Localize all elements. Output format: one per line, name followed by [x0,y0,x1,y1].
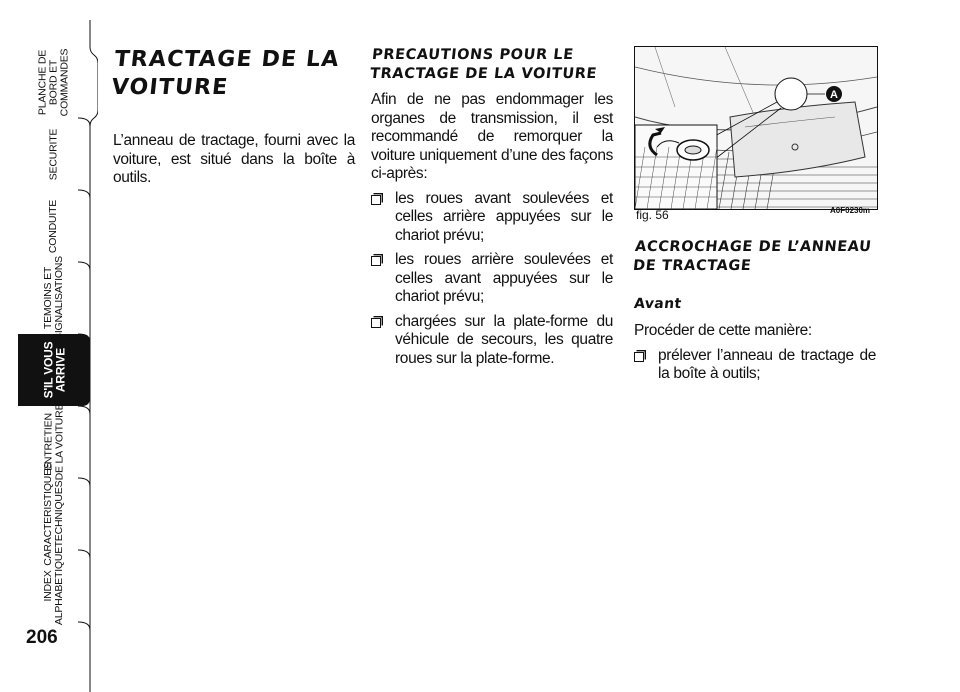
section-title-line2: VOITURE [110,75,230,100]
list-item [371,313,613,369]
column-hook-attachment [634,238,876,390]
tab-label: S'IL VOUS ARRIVE [40,341,67,399]
list-item-text: prélever l’anneau de tractage de la boîte à outils; [658,346,876,382]
figure-caption: fig. 56 [636,208,669,222]
attachment-heading [632,238,878,276]
column-towing-intro [110,46,355,194]
tab-temoins[interactable] [18,256,90,340]
tab-label: CONDUITE [47,199,60,253]
precautions-list [371,190,613,369]
tab-label: PLANCHE DE BORD ET COMMANDES [36,48,71,116]
precautions-heading [369,46,615,84]
tab-label: TEMOINS ET SIGNALISATIONS [42,256,66,340]
section-title [110,46,358,102]
precautions-intro: Afin de ne pas endommager les organes de transmission, il est recommandé de remorquer la voiture uniquement d’une des façons ci-après: [371,91,613,182]
tab-label: CARACTERISTIQUES TECHNIQUES [42,462,66,566]
list-item [634,347,876,384]
tab-securite[interactable] [18,118,90,190]
checkbox-bullet-icon [371,316,383,328]
attachment-list [634,347,876,384]
tab-label: SECURITE [47,128,60,180]
tab-conduite[interactable] [18,190,90,262]
checkbox-bullet-icon [634,350,646,362]
list-item-text: chargées sur la plate-forme du véhicule de secours, les quatre roues sur la plate-forme. [395,312,613,367]
checkbox-bullet-icon [371,254,383,266]
list-item [371,251,613,307]
callout-label: A [830,89,838,101]
tab-sil-vous-arrive[interactable] [18,334,90,406]
front-subheading: Avant [633,296,683,312]
tab-caracteristiques[interactable] [18,462,90,566]
bumper-illustration [635,47,877,209]
section-tab-bar [18,0,98,692]
tab-planche-de-bord[interactable] [18,46,90,118]
attachment-intro: Procéder de cette manière: [634,322,812,339]
section-title-line1: TRACTAGE DE LA [113,47,341,72]
precautions-heading-line1: PRECAUTIONS POUR LE [371,47,575,63]
tab-index[interactable] [18,546,90,626]
attachment-heading-line2: DE TRACTAGE [632,258,753,274]
towing-hook-figure [634,46,878,210]
list-item-text: les roues arrière soulevées et celles avant appuyées sur le chariot prévu; [395,251,613,305]
intro-paragraph: L’anneau de tractage, fourni avec la voiture, est situé dans la boîte à outils. [113,132,355,186]
precautions-heading-line2: TRACTAGE DE LA VOITURE [369,66,598,82]
tab-label: INDEX ALPHABETIQUE [42,546,65,626]
attachment-heading-line1: ACCROCHAGE DE L’ANNEAU [634,239,873,255]
column-precautions [371,46,613,374]
figure-code: A0F0230m [830,206,871,215]
checkbox-bullet-icon [371,193,383,205]
tab-label: ENTRETIEN DE LA VOITURE [42,403,66,481]
page-number: 206 [26,627,58,648]
list-item [371,190,613,246]
list-item-text: les roues avant soulevées et celles arrière appuyées sur le chariot prévu; [395,189,613,244]
